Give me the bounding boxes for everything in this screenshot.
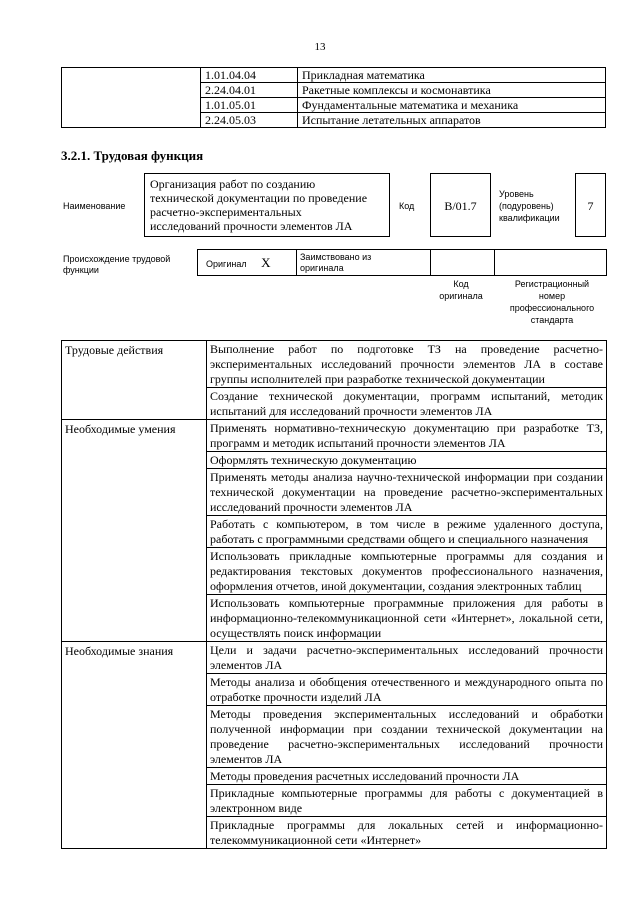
okso-name: Ракетные комплексы и космонавтика <box>298 83 606 98</box>
skill-item: Оформлять техническую документацию <box>207 452 607 469</box>
table-row <box>198 250 607 276</box>
function-name-line: Организация работ по созданию <box>150 177 316 191</box>
code-original-caption <box>430 278 492 302</box>
name-label: Наименование <box>63 201 126 211</box>
caption-line: оригинала <box>439 291 483 301</box>
okso-code: 1.01.05.01 <box>201 98 298 113</box>
caption-line: номер <box>538 291 566 301</box>
okso-name: Испытание летательных аппаратов <box>298 113 606 128</box>
caption-line: стандарта <box>530 315 574 325</box>
table-row <box>62 68 606 83</box>
original-mark: X <box>261 254 271 270</box>
table-row <box>62 642 607 674</box>
origin-table <box>197 249 607 276</box>
origin-label-line: функции <box>63 265 99 275</box>
level-label-line: квалификации <box>499 213 560 223</box>
origin-code-cell <box>431 250 495 276</box>
section-title: 3.2.1. Трудовая функция <box>61 148 204 163</box>
function-name-line: расчетно-экспериментальных <box>150 205 302 219</box>
kod-label: Код <box>399 201 415 211</box>
labor-action-item: Создание технической документации, программ испытаний, методик испытаний для исследований прочности элементов ЛА <box>207 388 607 420</box>
knowledge-item: Методы проведения экспериментальных исследований и обработки полученной информации при создании технической документации на проведение расчетно-экспериментальных исследований прочности элементов ЛА <box>207 706 607 768</box>
function-name-box <box>144 173 390 237</box>
origin-reg-cell <box>495 250 607 276</box>
labor-actions-header: Трудовые действия <box>62 341 207 420</box>
skill-item: Работать с компьютером, в том числе в режиме удаленного доступа, работать с программными средствами общего и специального назначения <box>207 516 607 548</box>
original-label: Оригинал <box>206 258 247 269</box>
level-label <box>499 188 560 224</box>
origin-label-line: Происхождение трудовой <box>63 254 171 264</box>
page-number: 13 <box>314 41 326 53</box>
knowledge-item: Прикладные программы для локальных сетей и информационно-телекоммуникационной сети «Интернет» <box>207 817 607 849</box>
knowledge-header: Необходимые знания <box>62 642 207 849</box>
caption-line: Код <box>453 279 469 289</box>
kod-value: B/01.7 <box>430 173 491 237</box>
table-row <box>62 420 607 452</box>
function-name-line: технической документации по проведение <box>150 191 368 205</box>
skill-item: Применять методы анализа научно-технической информации при создании технической документации на проведение расчетно-экспериментальных исследований прочности элементов ЛА <box>207 469 607 516</box>
borrowed-line: оригинала <box>300 262 344 273</box>
okso-code: 1.01.04.04 <box>201 68 298 83</box>
skill-item: Использовать прикладные компьютерные программы для создания и редактирования текстовых документов профессионального назначения, оформления отчетов, иной документации, создания электронных таблиц <box>207 548 607 595</box>
caption-line: Регистрационный <box>514 279 590 289</box>
origin-original-cell <box>198 250 297 276</box>
level-value: 7 <box>575 173 606 237</box>
knowledge-item: Методы анализа и обобщения отечественного и международного опыта по отработке прочности изделий ЛА <box>207 674 607 706</box>
level-label-line: Уровень <box>499 189 534 199</box>
skill-item: Применять нормативно-техническую документацию при разработке ТЗ, программ и методик испытаний прочности элементов ЛА <box>207 420 607 452</box>
registration-number-caption <box>498 278 606 326</box>
knowledge-item: Цели и задачи расчетно-экспериментальных исследований прочности элементов ЛА <box>207 642 607 674</box>
function-details-table <box>61 340 607 849</box>
okso-code: 2.24.05.03 <box>201 113 298 128</box>
okso-table <box>61 67 606 128</box>
origin-label <box>63 254 193 276</box>
knowledge-item: Методы проведения расчетных исследований прочности ЛА <box>207 768 607 785</box>
knowledge-item: Прикладные компьютерные программы для работы с документацией в электронном виде <box>207 785 607 817</box>
okso-empty-cell <box>62 68 201 128</box>
origin-borrowed-cell <box>297 250 431 276</box>
skill-item: Использовать компьютерные программные приложения для работы в информационно-телекоммуникационной сети «Интернет», локальной сети, осуществлять поиск информации <box>207 595 607 642</box>
borrowed-line: Заимствовано из <box>300 251 372 262</box>
okso-code: 2.24.04.01 <box>201 83 298 98</box>
function-name-line: исследований прочности элементов ЛА <box>150 219 353 233</box>
table-row <box>62 341 607 388</box>
okso-name: Фундаментальные математика и механика <box>298 98 606 113</box>
skills-header: Необходимые умения <box>62 420 207 642</box>
labor-action-item: Выполнение работ по подготовке ТЗ на проведение расчетно-экспериментальных исследований прочности элементов ЛА в составе группы исполнителей при разработке технической документации <box>207 341 607 388</box>
okso-name: Прикладная математика <box>298 68 606 83</box>
caption-line: профессионального <box>509 303 595 313</box>
level-label-line: (подуровень) <box>499 201 554 211</box>
